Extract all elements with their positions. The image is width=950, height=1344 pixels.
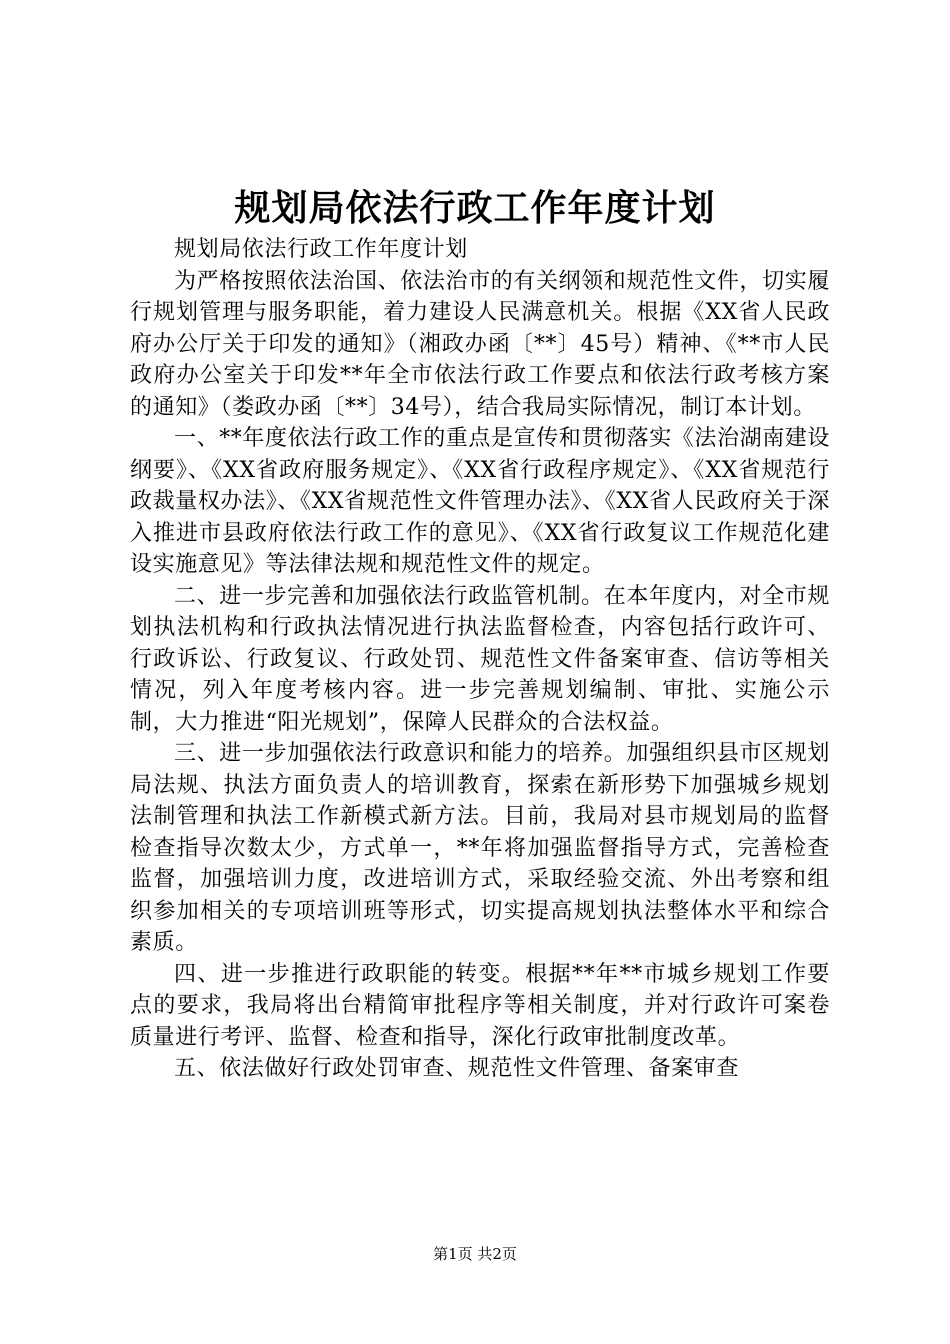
section-four-paragraph: 四、进一步推进行政职能的转变。根据**年**市城乡规划工作要点的要求，我局将出台精简审批程序等相关制度，并对行政许可案卷质量进行考评、监督、检查和指导，深化行政审批制度改革。 bbox=[130, 961, 830, 1050]
section-three-paragraph: 三、进一步加强依法行政意识和能力的培养。加强组织县市区规划局法规、执法方面负责人的培训教育，探索在新形势下加强城乡规划法制管理和执法工作新模式新方法。目前，我局对县市规划局的监督检查指导次数太少，方式单一，**年将加强监督指导方式，完善检查监督，加强培训力度，改进培训方式，采取经验交流、外出考察和组织参加相关的专项培训班等形式，切实提高规划执法整体水平和综合素质。 bbox=[130, 741, 830, 955]
intro-paragraph: 为严格按照依法治国、依法治市的有关纲领和规范性文件，切实履行规划管理与服务职能，着力建设人民满意机关。根据《XX省人民政府办公厅关于印发的通知》（湘政办函〔**〕45号）精神、《**市人民政府办公室关于印发**年全市依法行政工作要点和依法行政考核方案的通知》（娄政办函〔**〕34号），结合我局实际情况，制订本计划。 bbox=[130, 268, 830, 420]
section-five-paragraph: 五、依法做好行政处罚审查、规范性文件管理、备案审查 bbox=[174, 1056, 740, 1081]
section-one-paragraph: 一、**年度依法行政工作的重点是宣传和贯彻落实《法治湖南建设纲要》、《XX省政府服务规定》、《XX省行政程序规定》、《XX省规范行政裁量权办法》、《XX省规范性文件管理办法》、《XX省人民政府关于深入推进市县政府依法行政工作的意见》、《XX省行政复议工作规范化建设实施意见》等法律法规和规范性文件的规定。 bbox=[130, 426, 831, 577]
subtitle-paragraph: 规划局依法行政工作年度计划 bbox=[174, 237, 468, 262]
section-two-paragraph: 二、进一步完善和加强依法行政监管机制。在本年度内，对全市规划执法机构和行政执法情况进行执法监督检查，内容包括行政许可、行政诉讼、行政复议、行政处罚、规范性文件备案审查、信访等相关情况，列入年度考核内容。进一步完善规划编制、审批、实施公示制，大力推进“阳光规划”，保障人民群众的合法权益。 bbox=[130, 583, 830, 735]
document-title: 规划局依法行政工作年度计划 bbox=[234, 187, 716, 229]
page-number-footer: 第1页 共2页 bbox=[433, 1245, 517, 1263]
document-body bbox=[130, 234, 830, 1085]
